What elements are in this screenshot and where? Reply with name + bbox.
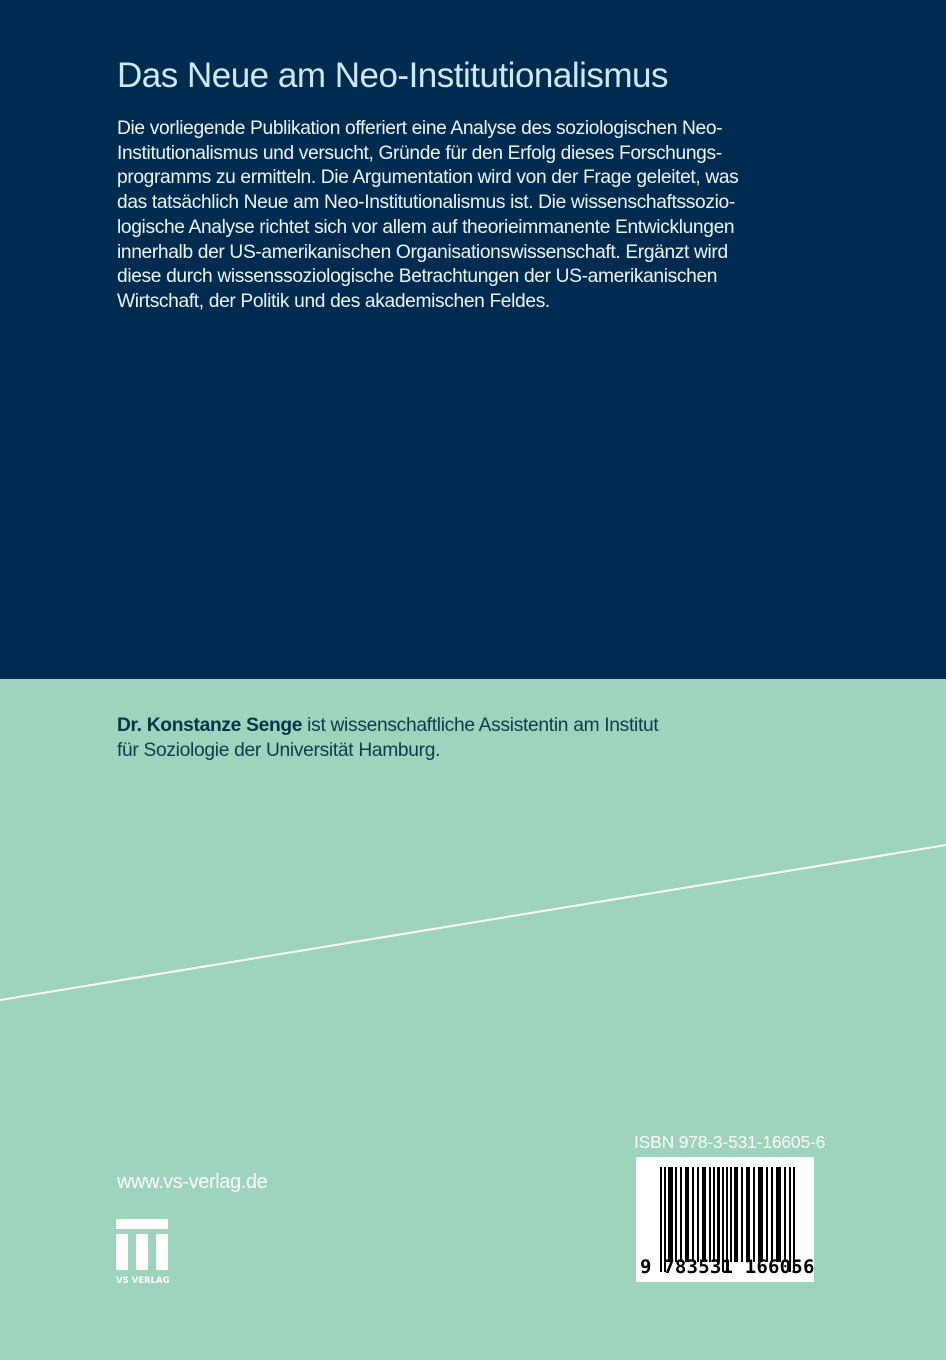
barcode-digits: 9 783531 166056 bbox=[640, 1256, 815, 1278]
vs-verlag-logo-icon bbox=[116, 1219, 170, 1285]
author-bio bbox=[117, 713, 817, 763]
author-role: ist wissenschaftliche Assistentin am Institut bbox=[302, 715, 659, 736]
description-line: logische Analyse richtet sich vor allem auf theorieimmanente Entwicklungen bbox=[117, 216, 735, 238]
book-description bbox=[117, 117, 837, 315]
description-line: Die vorliegende Publikation offeriert eine Analyse des soziologischen Neo- bbox=[117, 118, 723, 139]
isbn-barcode bbox=[636, 1157, 814, 1282]
description-line: das tatsächlich Neue am Neo-Institutionalismus ist. Die wissenschaftssozio- bbox=[117, 192, 735, 214]
description-line: innerhalb der US-amerikanischen Organisationswissenschaft. Ergänzt wird bbox=[117, 241, 728, 263]
description-line: programms zu ermitteln. Die Argumentation wird von der Frage geleitet, was bbox=[117, 167, 739, 189]
publisher-url[interactable]: www.vs-verlag.de bbox=[117, 1171, 268, 1193]
logo-label: VS VERLAG bbox=[116, 1276, 170, 1285]
book-title: Das Neue am Neo-Institutionalismus bbox=[117, 56, 669, 95]
description-line: Wirtschaft, der Politik und des akademischen Feldes. bbox=[117, 290, 550, 312]
author-bio-line-2: für Soziologie der Universität Hamburg. bbox=[117, 740, 441, 761]
description-line: diese durch wissenssoziologische Betrachtungen der US-amerikanischen bbox=[117, 266, 718, 288]
author-bio-line-1 bbox=[117, 713, 817, 738]
top-panel bbox=[0, 0, 946, 679]
author-name: Dr. Konstanze Senge bbox=[117, 715, 303, 736]
isbn-label: ISBN 978-3-531-16605-6 bbox=[634, 1132, 826, 1152]
description-line: Institutionalismus und versucht, Gründe für den Erfolg dieses Forschungs- bbox=[117, 142, 722, 164]
